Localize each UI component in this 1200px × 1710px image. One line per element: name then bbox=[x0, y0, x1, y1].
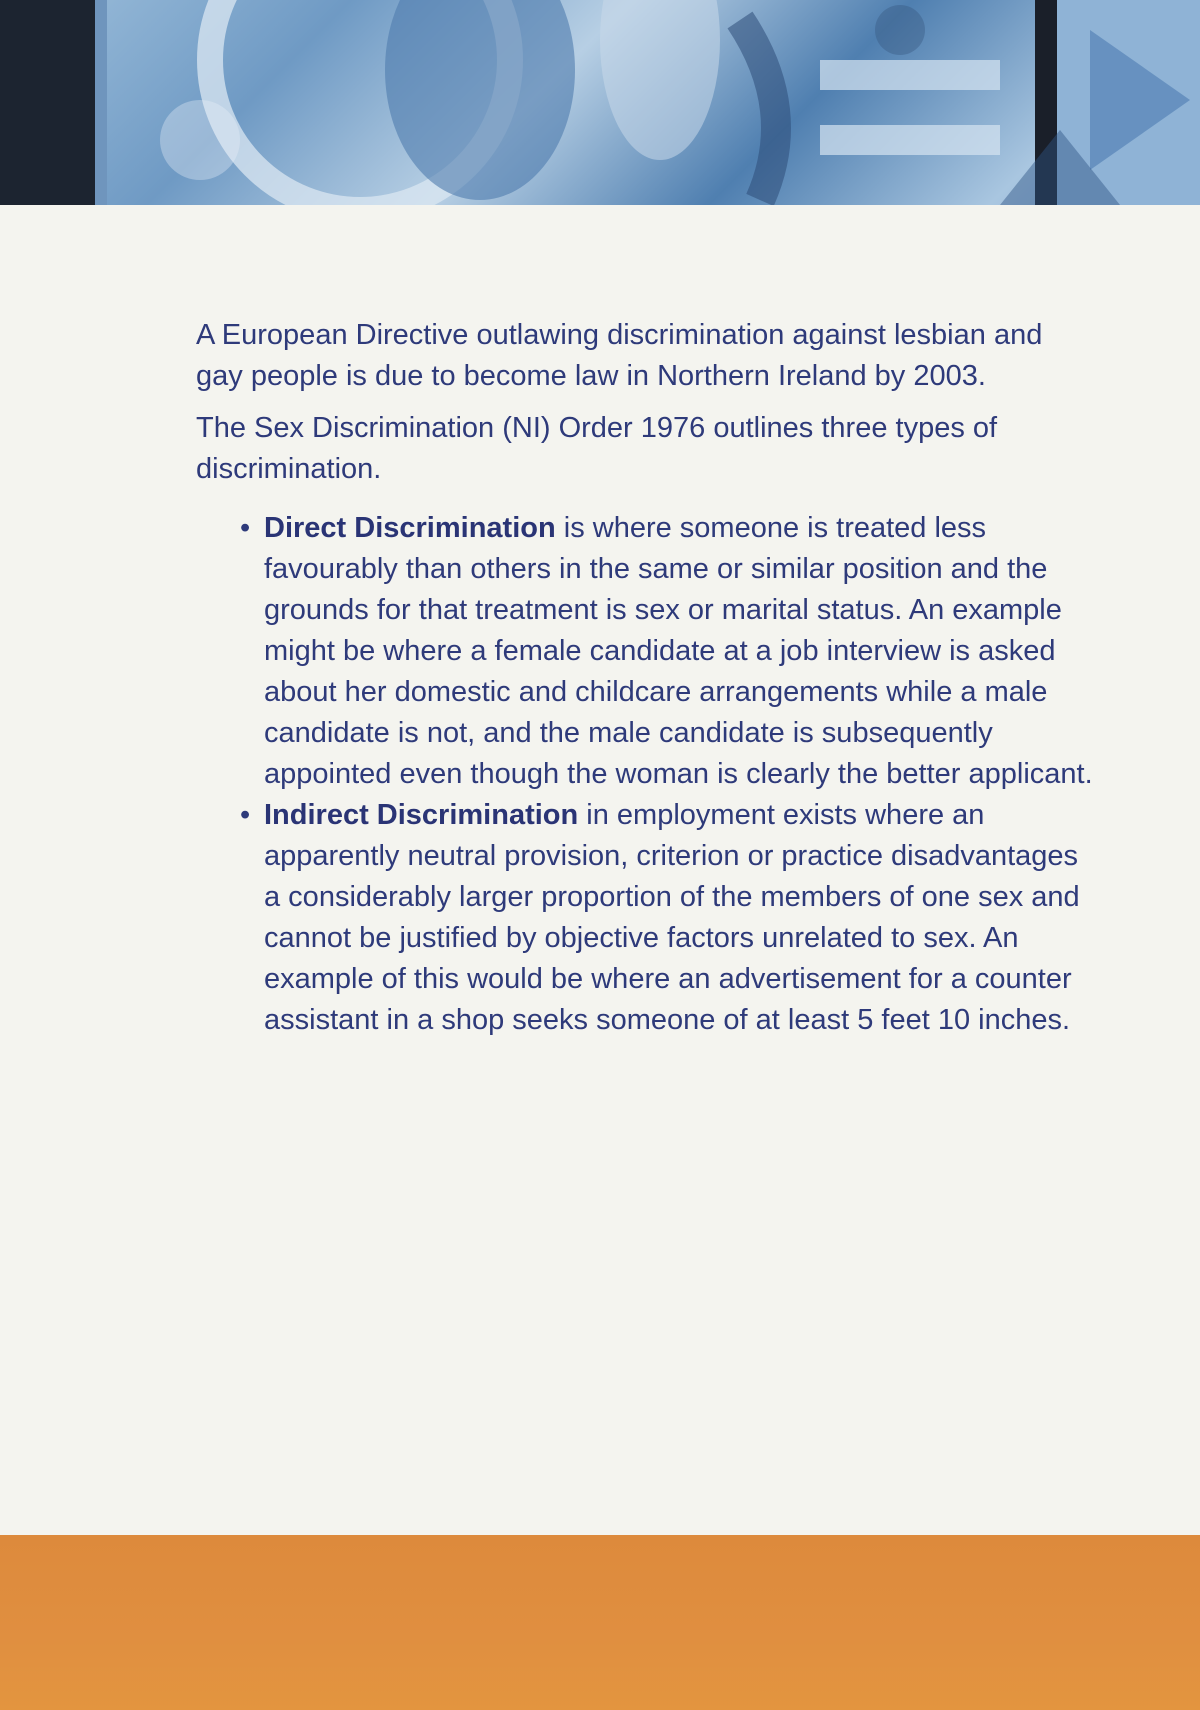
abstract-pattern-image bbox=[0, 0, 1200, 205]
order-paragraph: The Sex Discrimination (NI) Order 1976 outlines three types of discrimination. bbox=[196, 412, 998, 485]
bullet-icon: • bbox=[240, 799, 251, 831]
term-indirect-discrimination: Indirect Discrimination bbox=[264, 799, 579, 831]
footer-color-band bbox=[0, 1535, 1200, 1710]
list-item-direct-discrimination bbox=[240, 508, 1096, 795]
description-indirect-discrimination: in employment exists where an apparently neutral provision, criterion or practice disadvantages a considerably larger proportion of the members of one sex and cannot be justified by objective factors unrelated to sex. An example of this would be where an advertisement for a counter assistant in a shop seeks someone of at least 5 feet 10 inches. bbox=[264, 799, 1080, 1036]
intro-paragraph: A European Directive outlawing discrimination against lesbian and gay people is due to become law in Northern Ireland by 2003. bbox=[196, 319, 1043, 392]
page-body bbox=[0, 205, 1200, 1535]
description-direct-discrimination: is where someone is treated less favourably than others in the same or similar position and the grounds for that treatment is sex or marital status. An example might be where a female candidate at a job interview is asked about her domestic and childcare arrangements while a male candidate is not, and the male candidate is subsequently appointed even though the woman is clearly the better applicant. bbox=[264, 512, 1093, 790]
term-direct-discrimination: Direct Discrimination bbox=[264, 512, 556, 544]
list-item-indirect-discrimination bbox=[240, 795, 1096, 1041]
text-content bbox=[196, 315, 1096, 1041]
header-decorative-artwork bbox=[0, 0, 1200, 205]
discrimination-types-list bbox=[196, 508, 1096, 1041]
bullet-icon: • bbox=[240, 512, 251, 544]
